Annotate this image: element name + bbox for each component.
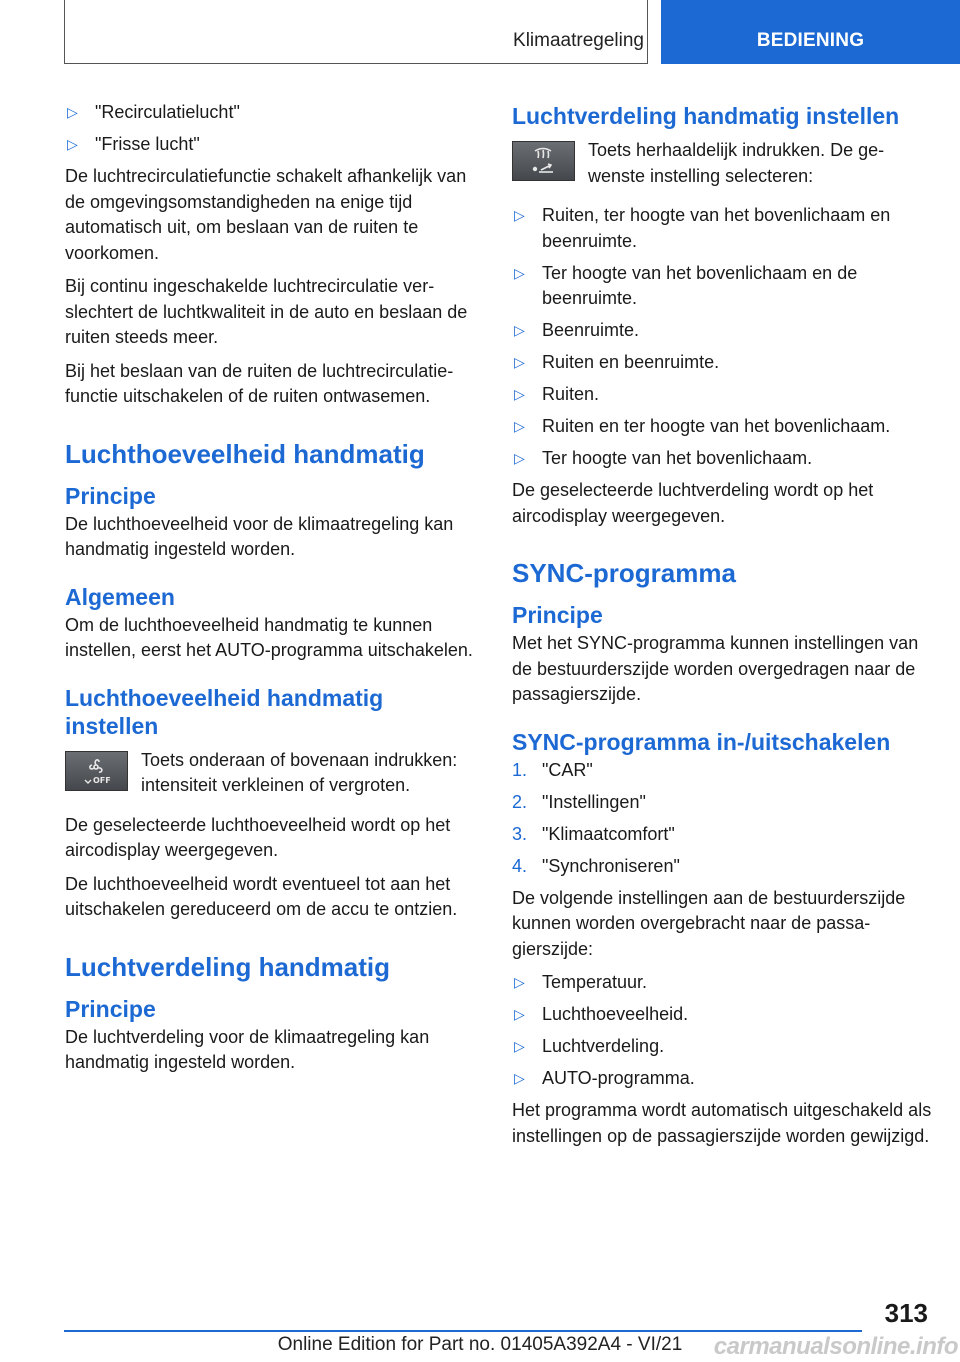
subsection-heading: Algemeen <box>65 583 175 610</box>
paragraph: De luchtrecirculatiefunctie schakelt afhankelijk van de omgevingsomstandigheden na enige tijd automatisch uit, om beslaan van de ruiten te voorkomen. <box>65 166 467 263</box>
triangle-bullet-icon: ▷ <box>514 264 525 281</box>
list-item: ▷ Ruiten en ter hoogte van het bovenlichaam. <box>512 414 932 440</box>
triangle-bullet-icon: ▷ <box>514 354 525 370</box>
list-item: ▷ Ruiten. <box>512 382 932 408</box>
footer-edition-text: Online Edition for Part no. 01405A392A4 - VI/21 <box>277 1334 683 1355</box>
paragraph: Bij continu ingeschakelde luchtrecirculatie verslechtert de luchtkwaliteit in de auto en beslaan de ruiten steeds meer. <box>65 276 468 347</box>
triangle-bullet-icon: ▷ <box>514 1070 525 1086</box>
list-item: ▷ Ruiten en beenruimte. <box>512 350 932 376</box>
distribution-button-description: Toets herhaaldelijk indrukken. De gewenste instelling selecteren: <box>588 140 885 186</box>
subsection-heading: Principe <box>512 602 603 628</box>
triangle-bullet-icon: ▷ <box>514 974 525 990</box>
air-distribution-button-icon <box>512 141 575 181</box>
header-section-title: Klimaatregeling <box>513 30 644 51</box>
list-item: ▷ "Frisse lucht" <box>65 132 480 158</box>
airflow-button-description: Toets onderaan of bovenaan indrukken: intensiteit verkleinen of vergroten. <box>141 749 458 795</box>
list-item: ▷ Beenruimte. <box>512 318 932 344</box>
paragraph: De luchthoeveelheid wordt eventueel tot aan het uitschakelen gereduceerd om de accu te ontzien. <box>65 873 458 919</box>
subsection-heading: Luchthoeveelheid handmatig instellen <box>65 684 384 739</box>
section-heading: Luchtverdeling handmatig <box>65 951 391 982</box>
list-item: ▷ AUTO-programma. <box>512 1066 932 1092</box>
sync-items-list <box>512 970 932 1092</box>
section-heading: SYNC-programma <box>512 558 736 588</box>
distribution-button-row <box>512 138 932 189</box>
list-item: ▷ Luchtverdeling. <box>512 1034 932 1060</box>
subsection-heading: Principe <box>65 482 156 509</box>
triangle-bullet-icon: ▷ <box>514 207 525 223</box>
list-item: 2. "Instellingen" <box>512 791 646 812</box>
airflow-button-row <box>65 748 480 799</box>
subsection-heading: Principe <box>65 995 156 1022</box>
list-item: ▷ Luchthoeveelheid. <box>512 1002 932 1028</box>
paragraph: Met het SYNC-programma kunnen instellingen van de bestuurderszijde worden overgedragen naar de passagierszijde. <box>512 633 919 704</box>
right-column <box>512 100 932 1157</box>
triangle-bullet-icon: ▷ <box>67 136 78 152</box>
triangle-bullet-icon: ▷ <box>514 450 525 466</box>
paragraph: De geselecteerde luchthoeveelheid wordt op het aircodisplay weergegeven. <box>65 814 451 860</box>
list-item: ▷ Ter hoogte van het bovenlichaam en de beenruimte. <box>514 262 858 308</box>
list-item: 1. "CAR" <box>512 759 593 780</box>
list-item: ▷ "Recirculatielucht" <box>65 100 480 126</box>
left-column <box>65 100 480 1084</box>
section-heading: Luchthoeveelheid handmatig <box>65 438 425 469</box>
watermark-logo: carmanualsonline.info <box>713 1333 958 1360</box>
list-item: 4. "Synchroniseren" <box>512 855 680 876</box>
paragraph: De volgende instellingen aan de bestuurderszijde kunnen worden overgebracht naar de passagierszijde: <box>512 887 906 959</box>
triangle-bullet-icon: ▷ <box>514 322 525 338</box>
triangle-bullet-icon: ▷ <box>514 1038 525 1054</box>
fan-off-button-icon <box>65 751 128 791</box>
header-chapter-tab[interactable]: BEDIENING <box>661 0 960 64</box>
paragraph: De luchthoeveelheid voor de klimaatregeling kan handmatig ingesteld worden. <box>65 513 454 559</box>
paragraph: De luchtverdeling voor de klimaatregeling kan handmatig ingesteld worden. <box>65 1026 430 1072</box>
paragraph: Het programma wordt automatisch uitgeschakeld als instellingen op de passagierszijde worden gewijzigd. <box>512 1100 932 1146</box>
paragraph: Om de luchthoeveelheid handmatig te kunnen instellen, eerst het AUTO-programma uitschakelen. <box>65 614 473 660</box>
page-number: 313 <box>884 1298 928 1328</box>
list-item: ▷ Temperatuur. <box>512 970 932 996</box>
distribution-options-list <box>512 203 932 472</box>
recirculation-list <box>65 100 480 158</box>
subsection-heading: Luchtverdeling handmatig instellen <box>512 103 900 129</box>
svg-text:OFF: OFF <box>93 775 111 785</box>
triangle-bullet-icon: ▷ <box>514 1006 525 1022</box>
triangle-bullet-icon: ▷ <box>514 418 525 434</box>
paragraph: De geselecteerde luchtverdeling wordt op het aircodisplay weergegeven. <box>512 480 874 526</box>
triangle-bullet-icon: ▷ <box>514 386 525 402</box>
sync-steps-list <box>512 758 932 880</box>
paragraph: Bij het beslaan van de ruiten de luchtrecirculatiefunctie uitschakelen of de ruiten ontwasemen. <box>65 360 454 406</box>
list-item: 3. "Klimaatcomfort" <box>512 823 675 844</box>
subsection-heading: SYNC-programma in-/uitschakelen <box>512 728 891 755</box>
triangle-bullet-icon: ▷ <box>67 104 78 120</box>
list-item: ▷ Ter hoogte van het bovenlichaam. <box>512 446 932 472</box>
list-item: ▷ Ruiten, ter hoogte van het bovenlichaam en beenruimte. <box>514 205 891 251</box>
